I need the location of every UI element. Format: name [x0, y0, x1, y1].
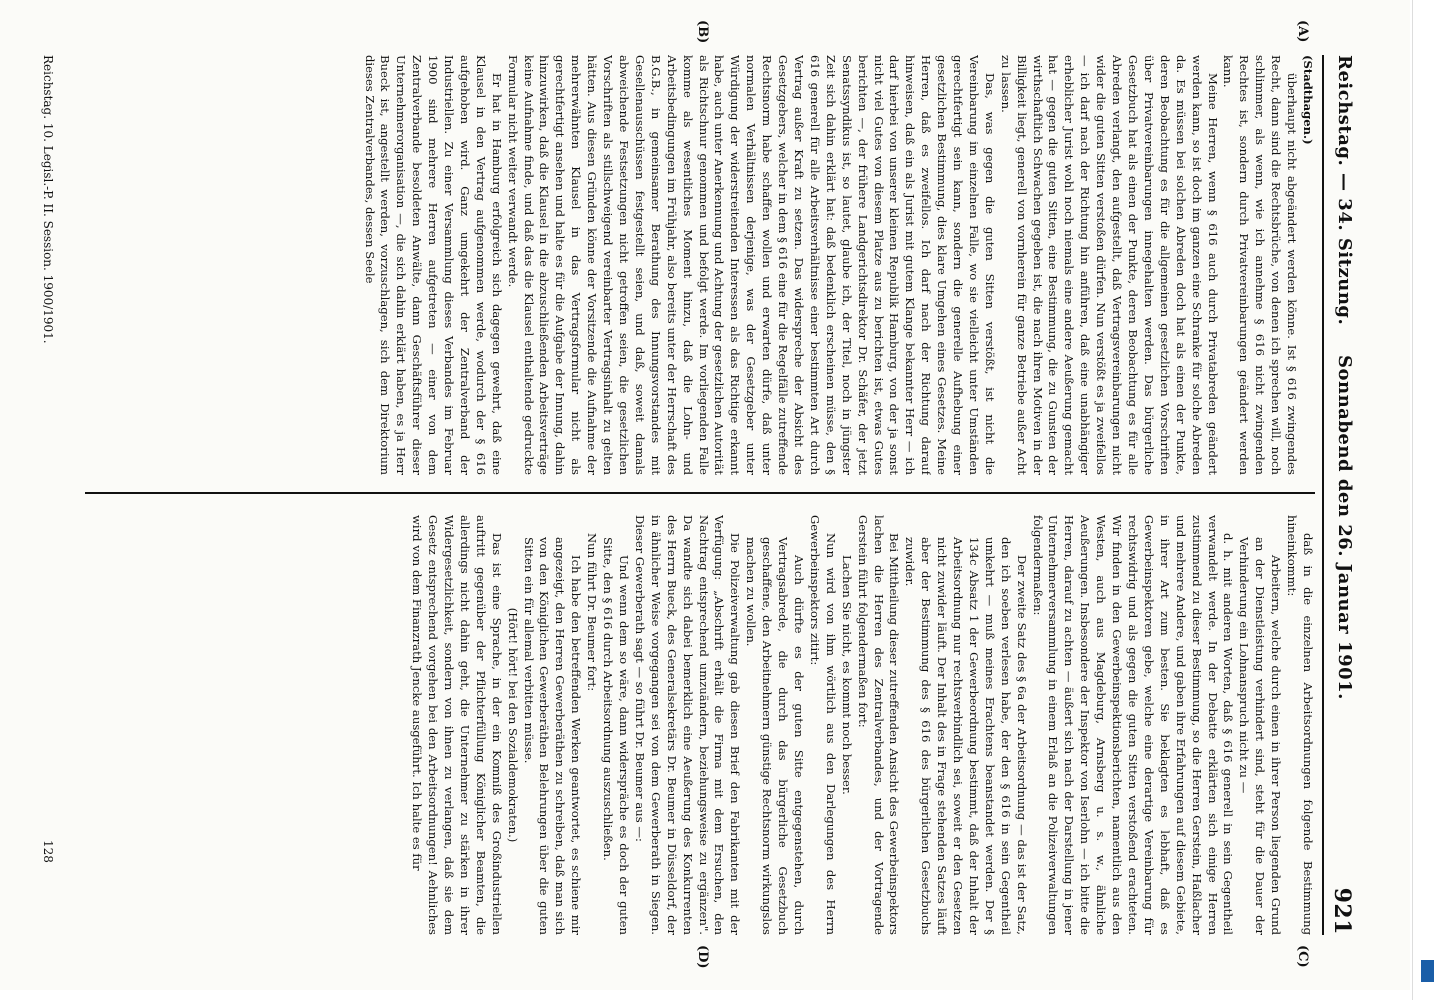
quotation: Und wenn dem so wäre, dann widerspräche es doch der guten Sitte, den § 616 durch Arbeitsordnung auszuschließen. [601, 537, 632, 935]
quotation: Lachen Sie nicht, es kommt noch besser. [839, 555, 854, 795]
paragraph: Die Polizeiverwaltung gab diesen Brief den Fabrikanten mit der Verfügung: „Abschrift erhält die Firma mit dem Ersuchen, den Nachtrag entsprechend umzuändern, beziehungsweise zu ergänzen". Da wandte sich dabei bemerklich eine Aeußerung des Konkurrenten des Herrn Bueck, des Generalsekretärs Dr. Beumer in Düsseldorf, der in ähnlicher Weise vorgegangen sei von dem Gewerberath in Siegen. Dieser Gewerberath sagt — so führt Dr. Beumer aus —: [632, 515, 743, 935]
paragraph: d. h. mit anderen Worten, daß § 616 generell in sein Gegentheil verwandelt werde. In der Debatte erklärten sich einige Herren zustimmend zu dieser Bestimmung, so die Herren Gerstein, Haßlacher und mehrere Andere, und gaben ihre Erfahrungen auf diesem Gebiete, in ihrer Art zum besten. Sie beklagten es lebhaft, daß es Gewerbeinspektoren gebe, welche eine derartige Vereinbarung für rechtswidrig und als gegen die guten Sitten verstoßend erachteten. Wir finden in den Gewerbeinspektionsberichten, namentlich aus den Westen, auch aus Magdeburg, Arnsberg u. s. w., ähnliche Aeußerungen. Insbesondere der Inspektor von Iserlohn — ich bitte die Herren, darauf zu achten — äußert sich nach der Darstellung in jener Unternehmerversammlung in einem Erlaß an die Polizeiverwaltungen folgendermaßen: [1030, 515, 1236, 935]
credit-text-wrapper [1417, 10, 1434, 990]
paragraph: überhaupt nicht abgeändert werden könne. Ist § 616 zwingendes Recht, dann sind die Rechtsbrüche, von denen ich sprechen will, noch schlimmer, als wenn, wie ich annehme § 616 nicht zwingenden Rechtes ist, sondern durch Privatvereinbarungen geändert werden kann. [1221, 55, 1300, 475]
paragraph: Das ist eine Sprache, in der ein Komniß des Großindustriellen auftritt gegenüber der Pflichterfüllung Königlicher Beamten, die allerdings nicht dahin geht, die Unternehmer zu stärken in ihrer Widergesetzlichkeit, sondern von ihnen zu verlangen, daß sie dem Gesetz entsprechend vorgehen bei den Arbeitsordnungen! Aehnliches wird von dem Finanzrath Jencke ausgeführt. Ich halte es für [410, 515, 504, 935]
interjection: (Hört! hört! bei den Sozialdemokraten.) [505, 607, 520, 843]
footer-session: Reichstag. 10. Legisl.-P. II. Session. 1900/1901. [41, 55, 55, 344]
digitization-credit [1412, 0, 1434, 1000]
paragraph: Meine Herren, wenn § 616 auch durch Privatabreden geändert werden kann, so ist doch im ganzen eine Schranke für solche Abreden da. Es müssen bei solchen Abreden doch hat als einen der Punkte, deren Beobachtung es für die allgemeinen gesetzlichen Vorschriften über Privatvereinbarungen innegehalten werden. Das bürgerliche Gesetzbuch hat als einen der Punkte, deren Beobachtung es für alle Abreden verlangt, den aufgestellt, daß Vertragsvereinbarungen nicht wider die guten Sitten verstoßen dürfen. Nun verstößt es ja zweifellos — ich darf nach der Richtung hin anführen, daß eine unabhängiger erheblicher Jurist wohl noch niemals eine andere Aeußerung gemacht hat — gegen die guten Sitten, eine Bestimmung, die zu Gunsten der wirthschaftlich Schwachen gegeben ist, die nach ihren Motiven in der Billigkeit liegt, generell von vornherein für ganze Betriebe außer Acht zu lassen. [998, 55, 1220, 475]
text-column-left [65, 55, 1315, 475]
quotation: Ich habe den betreffenden Werken geantwortet, es schiene mir angezeigt, den Herren Gewerberäthen zu schreiben, daß man sich von den Königlichen Gewerberäthen Belehrungen über die guten Sitten ein für allemal verbitten müsse. [521, 537, 584, 935]
header-left: Reichstag. — 34. Sitzung. [1334, 55, 1355, 326]
paragraph: daß in die einzelnen Arbeitsordnungen folgende Bestimmung hineinkommt: [1285, 515, 1315, 935]
text-column-right [65, 515, 1315, 935]
quotation: Arbeitern, welche durch einen in ihrer Person liegenden Grund an der Dienstleistung verhindert sind, steht für die Dauer der Verhinderung ein Lohnanspruch nicht zu — [1237, 537, 1284, 935]
column-divider [85, 492, 1315, 494]
paragraph: Bei Mittheilung dieser zutreffenden Ansicht des Gewerbeinspektors lachen die Herren des Zentralverbandes, und der Vortragende Gerstein führt folgendermaßen fort: [855, 515, 902, 935]
margin-marker-b: (B) [695, 20, 710, 44]
page-number: 921 [1329, 887, 1355, 935]
paragraph: Nun wird von ihm wörtlich aus den Darlegungen des Herrn Gewerbeinspektors zitirt: [807, 515, 838, 935]
footer-signature: 128 [41, 840, 55, 863]
paragraph: Nun führt Dr. Beumer fort: [585, 533, 600, 692]
margin-marker-a: (A) [1295, 20, 1310, 43]
margin-marker-c: (C) [1295, 945, 1310, 968]
header-date: Sonnabend den 26. Januar 1901. [1334, 355, 1355, 700]
running-head [1329, 55, 1355, 935]
quotation: Auch dürfte es der guten Sitte entgegenstehen, durch Vertragsabrede, die durch das bürgerliche Gesetzbuch geschaffene, den Arbeitnehmern günstige Rechtsnorm wirkungslos machen zu wollen. [744, 537, 806, 935]
paragraph: Das, was gegen die guten Sitten verstößt, ist nicht die Vereinbarung im einzelnen Falle, wo sie vielleicht unter Umständen gerechtfertigt sein kann, sondern die generelle Aufhebung einer gesetzlichen Bestimmung, dies klare Umgehen eines Gesetzes. Meine Herren, daß es zweifellos. Ich darf nach der Richtung darauf hinweisen, daß ein als Jurist mit gutem Klange bekannter Herr — ich darf hierbei von unserer kleinen Republik Hamburg, von der ja sonst nicht viel Gutes von diesem Platze aus zu berichten ist, etwas Gutes berichten —, der frühere Landgerichtsdirektor Dr. Schäfer, der jetzt Senatssyndikus ist, so lautet, glaube ich, der Titel, noch in jüngster Zeit sich dahin erklärt hat: daß bedenklich erscheinen müsse, den § 616 generell für alle Arbeitsverhältnisse einer bestimmten Art durch Vertrag außer Kraft zu setzen. Das widerspreche der Absicht des Gesetzgebers, welcher in dem § 616 eine für die Regelfälle zutreffende Rechtsnorm habe schaffen wollen und erwarten dürfe, daß unter normalen Verhältnissen derjenige, was der Gesetzgeber unter Würdigung der widerstreitenden Interessen als das Richtige erkannt habe, auch unter Anerkennung und Achtung der gesetzlichen Autorität als Richtschnur genommen und befolgt werde. Im vorliegenden Falle komme als wesentliches Moment hinzu, daß die Lohn- und Arbeitsbedingungen im Frühjahr, also bereits unter der Herrschaft des B.G.B., in gemeinsamer Berathung des Innungsvorstandes mit Gesellenausschüssen festgestellt seien, und daß, soweit damals abweichende Festsetzungen nicht getroffen seien, die gesetzlichen Vorschriften als stillschweigend vereinbarter Vertragsinhalt zu gelten hätten. Aus diesen Gründen könne der Vorsitzende die Aufnahme der mehrerwähnten Klausel in das Vertragsformular nicht als gerechtfertigt ansehen und halte es für die Aufgabe der Innung, dahin hinzuwirken, daß die Klausel in die abzuschließenden Arbeitsverträge keine Aufnahme finde, und daß das die Klausel enthaltende gedruckte Formular nicht weiter verwandt werde. [505, 55, 997, 475]
margin-marker-d: (D) [695, 945, 710, 969]
speaker-reference: (Stadthagen.) [1301, 55, 1315, 145]
quotation: Der zweite Satz des § 6a der Arbeitsordnung — das ist der Satz, den ich soeben verlesen habe, der den § 616 in sein Gegentheil umkehrt — muß meines Erachtens beanstandet werden. Der § 134c Absatz 1 der Gewerbeordnung bestimmt, daß der Inhalt der Arbeitsordnung nur rechtsverbindlich sei, soweit er den Gesetzen nicht zuwider läuft. Der Inhalt des in Frage stehenden Satzes läuft aber der Bestimmung des § 616 des bürgerlichen Gesetzbuchs zuwider. [903, 537, 1029, 935]
paragraph: Er hat in Hamburg erfolgreich sich dagegen gewehrt, daß eine Klausel in den Vertrag aufgenommen werde, wodurch der § 616 aufgehoben wird. Ganz umgekehrt der Zentralverband der Industriellen. Zu einer Versammlung dieses Verbandes im Februar 1900 sind mehrere Herren aufgetreten — einer von dem Zentralverbande besoldeten Anwälte, dann Geschäftsführer dieser Unternehmerorganisation —, die sich dahin erklärt haben, es ja Herr Bueck ist, angestellt werden, vorzuschlagen, sich dem Direktorium dieses Zentralverbandes, dessen Seele [362, 55, 504, 475]
dfg-logo [1421, 960, 1434, 982]
header-rule [1322, 55, 1324, 935]
